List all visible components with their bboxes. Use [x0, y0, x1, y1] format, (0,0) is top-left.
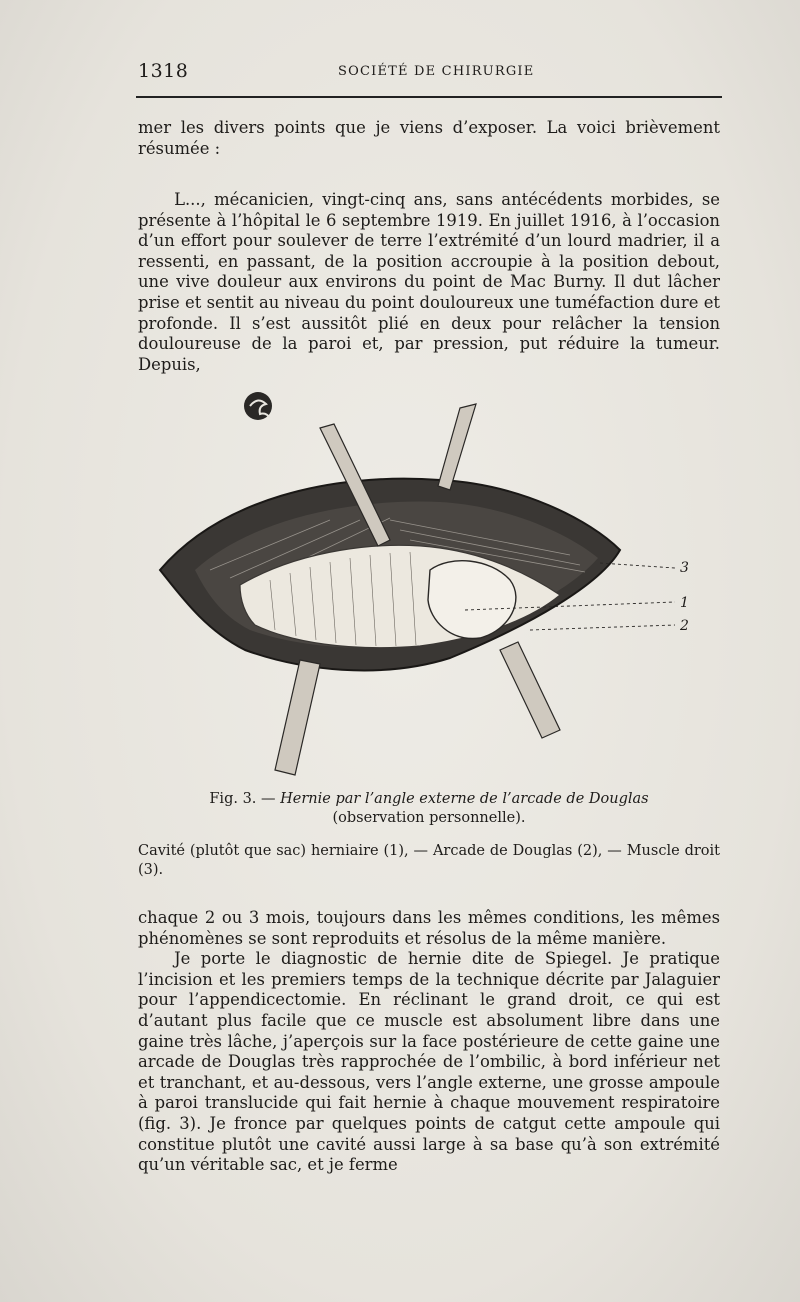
retractor-upper-right: [438, 404, 476, 490]
retractor-lower-left: [275, 660, 320, 775]
case-report-paragraph: L..., mécanicien, vingt-cinq ans, sans antécédents morbides, se présente à l’hôpital le 6 septembre 1919. En juillet 1916, à l’occasion d’un effort pour soulever de terre l’extrémité d’un lourd madrier, il a ressenti, en passant, de la position accroupie à la position debout, une vive douleur aux environs du point de Mac Burny. Il dut lâcher prise et sentit au niveau du point douloureux une tuméfaction dure et profonde. Il s’est aussitôt plié en deux pour relâcher la tension douloureuse de la paroi et, par pression, put réduire la tumeur. Depuis,: [138, 190, 720, 374]
intro-text: [138, 118, 720, 159]
intro-paragraph: mer les divers points que je viens d’exposer. La voici brièvement résumée :: [138, 118, 720, 158]
header-rule: [136, 96, 722, 98]
label-1: 1: [680, 595, 689, 611]
monogram-mark: [244, 392, 272, 420]
caption-title: Hernie par l’angle externe de l’arcade de Douglas: [280, 791, 649, 807]
page-number: 1318: [138, 60, 189, 82]
running-head: [138, 60, 720, 84]
case-report-text: [138, 190, 720, 375]
continuation-paragraph-1: chaque 2 ou 3 mois, toujours dans les mêmes conditions, les mêmes phénomènes se sont reproduits et résolus de la même manière.: [138, 908, 720, 948]
hernia-illustration: [150, 380, 710, 790]
surgical-figure: [150, 380, 710, 790]
caption-prefix: Fig. 3. —: [209, 791, 281, 807]
retractor-lower-right: [500, 642, 560, 738]
continuation-text: [138, 908, 720, 1176]
figure-caption: [138, 790, 720, 828]
continuation-paragraph-2: Je porte le diagnostic de hernie dite de Spiegel. Je pratique l’incision et les premiers temps de la technique décrite par Jalaguier pour l’appendicectomie. En réclinant le grand droit, ce qui est d’autant plus facile que ce muscle est absolument libre dans une gaine très lâche, j’aperçois sur la face postérieure de cette gaine une arcade de Douglas très rapprochée de l’ombilic, à bord inférieur net et tranchant, et au-dessous, vers l’angle externe, une grosse ampoule à paroi translucide qui fait hernie à chaque mouvement respiratoire (fig. 3). Je fronce par quelques points de catgut cette ampoule qui constitue plutôt une cavité aussi large à sa base qu’à son extrémité qu’un véritable sac, et je ferme: [138, 949, 720, 1175]
caption-note: (observation personnelle).: [332, 810, 526, 826]
label-3: 3: [680, 560, 689, 576]
figure-legend: Cavité (plutôt que sac) herniaire (1), — Arcade de Douglas (2), — Muscle droit (3).: [138, 843, 720, 878]
label-2: 2: [680, 618, 689, 634]
journal-title: SOCIÉTÉ DE CHIRURGIE: [338, 64, 535, 79]
